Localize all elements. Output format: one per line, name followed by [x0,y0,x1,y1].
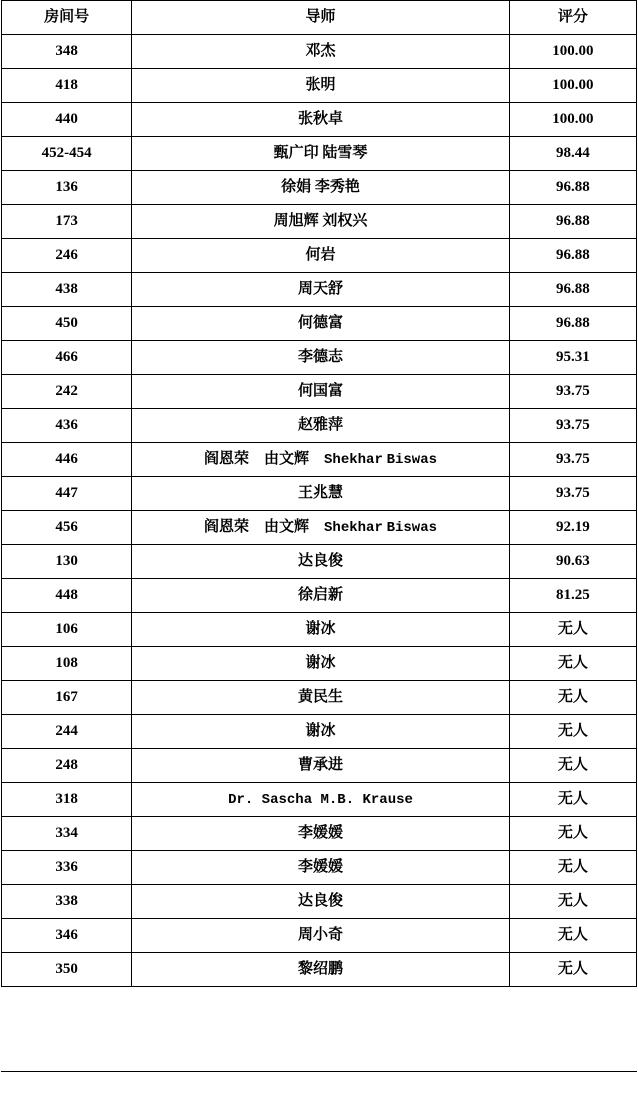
cell-score: 100.00 [509,69,636,103]
table-row [2,783,637,817]
cell-score: 93.75 [509,443,636,477]
table-row [2,817,637,851]
cell-tutor: 何国富 [132,375,510,409]
table-row [2,511,637,545]
table-row [2,273,637,307]
table-row [2,545,637,579]
cell-tutor: 谢冰 [132,715,510,749]
table-row [2,477,637,511]
table-row [2,715,637,749]
cell-tutor: 徐启新 [132,579,510,613]
cell-score: 无人 [509,749,636,783]
cell-score: 92.19 [509,511,636,545]
table-row [2,341,637,375]
cell-room: 334 [2,817,132,851]
cell-score: 无人 [509,783,636,817]
cell-tutor: 周旭辉 刘权兴 [132,205,510,239]
cell-score: 96.88 [509,273,636,307]
cell-tutor: 李媛媛 [132,851,510,885]
cell-tutor: 谢冰 [132,613,510,647]
cell-room: 348 [2,35,132,69]
cell-room: 318 [2,783,132,817]
cell-score: 93.75 [509,477,636,511]
table-row [2,69,637,103]
cell-room: 436 [2,409,132,443]
cell-room: 242 [2,375,132,409]
footer-divider [1,1071,637,1072]
cell-tutor: 曹承进 [132,749,510,783]
cell-room: 447 [2,477,132,511]
table-row [2,613,637,647]
cell-room: 452-454 [2,137,132,171]
cell-tutor: 何德富 [132,307,510,341]
cell-room: 173 [2,205,132,239]
cell-room: 336 [2,851,132,885]
cell-room: 418 [2,69,132,103]
cell-score: 无人 [509,647,636,681]
cell-score: 100.00 [509,103,636,137]
table-row [2,579,637,613]
table-row [2,375,637,409]
cell-score: 93.75 [509,409,636,443]
cell-room: 450 [2,307,132,341]
cell-score: 93.75 [509,375,636,409]
table-row [2,919,637,953]
cell-score: 96.88 [509,307,636,341]
table-row [2,307,637,341]
cell-score: 96.88 [509,239,636,273]
cell-tutor: 张秋卓 [132,103,510,137]
cell-room: 440 [2,103,132,137]
table-row [2,647,637,681]
cell-room: 438 [2,273,132,307]
cell-score: 无人 [509,885,636,919]
cell-score: 98.44 [509,137,636,171]
cell-score: 95.31 [509,341,636,375]
score-table [1,0,637,987]
table-row [2,205,637,239]
table-row [2,443,637,477]
cell-score: 无人 [509,681,636,715]
cell-score: 无人 [509,817,636,851]
cell-tutor: 张明 [132,69,510,103]
cell-tutor: 周小奇 [132,919,510,953]
cell-tutor: 阎恩荣 由文辉 Shekhar Biswas [132,511,510,545]
cell-tutor: 甄广印 陆雪琴 [132,137,510,171]
cell-room: 130 [2,545,132,579]
cell-room: 248 [2,749,132,783]
table-row [2,749,637,783]
cell-score: 无人 [509,613,636,647]
cell-tutor: 黄民生 [132,681,510,715]
table-row [2,171,637,205]
column-header-tutor: 导师 [132,1,510,35]
column-header-score: 评分 [509,1,636,35]
cell-tutor: 黎绍鹏 [132,953,510,987]
cell-room: 244 [2,715,132,749]
cell-room: 466 [2,341,132,375]
cell-score: 无人 [509,851,636,885]
cell-room: 167 [2,681,132,715]
cell-room: 456 [2,511,132,545]
cell-tutor: 李媛媛 [132,817,510,851]
cell-tutor: 何岩 [132,239,510,273]
cell-tutor: 周天舒 [132,273,510,307]
cell-score: 无人 [509,953,636,987]
cell-tutor: 赵雅萍 [132,409,510,443]
cell-room: 108 [2,647,132,681]
cell-score: 90.63 [509,545,636,579]
table-row [2,681,637,715]
cell-score: 无人 [509,715,636,749]
cell-tutor: 王兆慧 [132,477,510,511]
cell-tutor: 阎恩荣 由文辉 Shekhar Biswas [132,443,510,477]
cell-tutor: 徐娟 李秀艳 [132,171,510,205]
table-row [2,885,637,919]
cell-tutor: 达良俊 [132,545,510,579]
table-row [2,103,637,137]
table-row [2,953,637,987]
cell-room: 446 [2,443,132,477]
cell-room: 350 [2,953,132,987]
cell-room: 448 [2,579,132,613]
table-header-row [2,1,637,35]
cell-score: 96.88 [509,171,636,205]
cell-room: 106 [2,613,132,647]
cell-room: 338 [2,885,132,919]
table-body [2,35,637,987]
cell-score: 81.25 [509,579,636,613]
cell-room: 136 [2,171,132,205]
column-header-room: 房间号 [2,1,132,35]
table-row [2,239,637,273]
cell-tutor: Dr. Sascha M.B. Krause [132,783,510,817]
cell-score: 无人 [509,919,636,953]
table-row [2,137,637,171]
table-row [2,409,637,443]
cell-tutor: 李德志 [132,341,510,375]
cell-tutor: 谢冰 [132,647,510,681]
cell-room: 346 [2,919,132,953]
cell-room: 246 [2,239,132,273]
table-row [2,35,637,69]
cell-score: 96.88 [509,205,636,239]
cell-tutor: 达良俊 [132,885,510,919]
cell-score: 100.00 [509,35,636,69]
cell-tutor: 邓杰 [132,35,510,69]
table-row [2,851,637,885]
